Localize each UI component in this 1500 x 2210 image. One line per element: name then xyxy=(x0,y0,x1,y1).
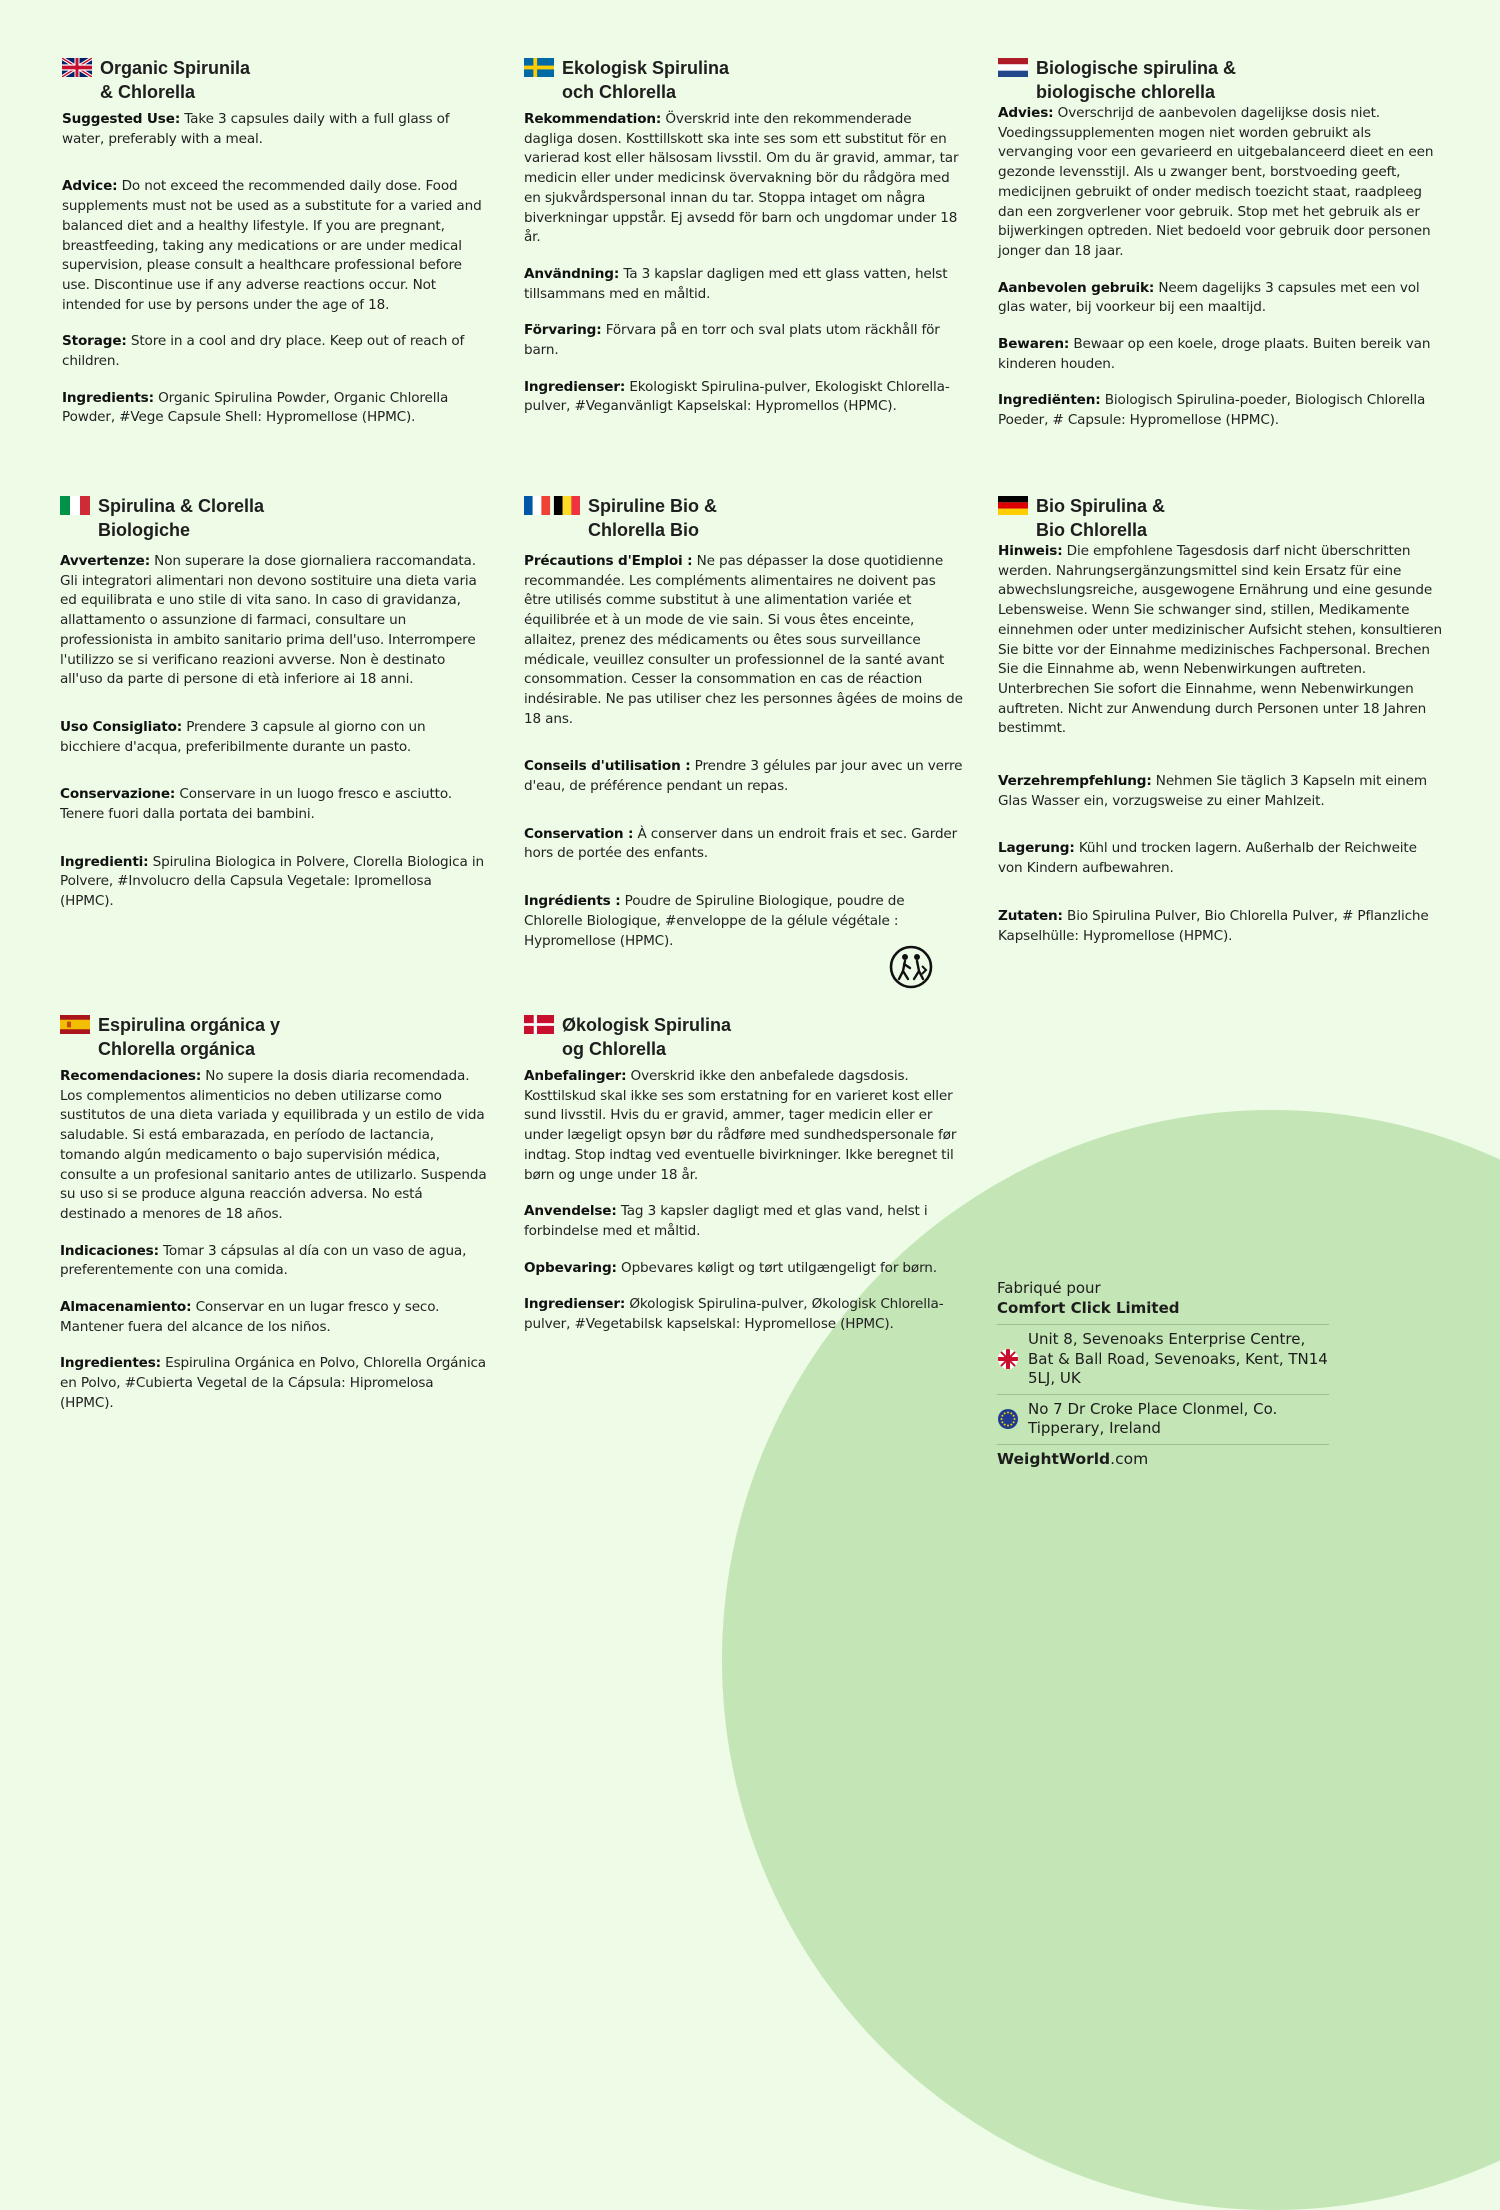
website-domain: .com xyxy=(1110,1449,1149,1468)
section-header xyxy=(60,1013,490,1061)
para-label: Storage: xyxy=(62,333,127,350)
uk-address-row xyxy=(997,1324,1329,1394)
para-label: Uso Consigliato: xyxy=(60,718,183,735)
para-text: Bio Spirulina Pulver, Bio Chlorella Pulver, # Pflanzliche Kapselhülle: Hypromellose (HPMC). xyxy=(998,907,1429,944)
title-line-2: Chlorella Bio xyxy=(588,520,700,540)
section-title xyxy=(1036,56,1236,104)
storage-paragraph xyxy=(524,1259,959,1279)
advice-paragraph xyxy=(998,542,1443,739)
title-line-2: og Chlorella xyxy=(562,1039,667,1059)
para-text: Prendre 3 gélules par jour avec un verre d'eau, de préférence pendant un repas. xyxy=(524,758,963,795)
para-text: Organic Spirulina Powder, Organic Chlorella Powder, #Vege Capsule Shell: Hypromellose (HPMC). xyxy=(62,389,449,426)
section-english xyxy=(62,56,487,428)
section-title xyxy=(562,56,729,104)
ingredients-paragraph xyxy=(60,1354,490,1413)
para-label: Opbevaring: xyxy=(524,1259,617,1276)
uk-flag-icon xyxy=(62,58,92,77)
para-text: À conserver dans un endroit frais et sec. Garder hors de portée des enfants. xyxy=(524,825,958,862)
ingredients-paragraph xyxy=(524,378,959,417)
title-line-1: Bio Spirulina & xyxy=(1036,496,1166,516)
para-text: Do not exceed the recommended daily dose. Food supplements must not be used as a substitute for a varied and balanced diet and a healthy lifestyle. If you are pregnant, breastfeeding, taking any medications or are under medical supervision, please consult a healthcare professional before use. Discontinue use if any adverse reactions occur. Not intended for use by persons under the age of 18. xyxy=(62,178,482,313)
section-header xyxy=(60,494,488,542)
section-danish xyxy=(524,1013,959,1335)
para-text: Kühl und trocken lagern. Außerhalb der Reichweite von Kindern aufbewahren. xyxy=(998,840,1417,877)
section-swedish xyxy=(524,56,959,417)
para-label: Ingrediënten: xyxy=(998,392,1101,409)
suggested-use-paragraph xyxy=(62,110,487,149)
para-label: Lagerung: xyxy=(998,840,1075,857)
ingredients-paragraph xyxy=(998,391,1443,430)
use-paragraph xyxy=(998,279,1443,318)
storage-paragraph xyxy=(998,839,1443,878)
para-text: Överskrid inte den rekommenderade dagliga dosen. Kosttillskott ska inte ses som ett substitut för en varierad kost eller hälsosam livsstil. Om du är gravid, ammar, tar medicin eller under medicinsk övervakning bör du rådgöra med en sjukvårdspersonal innan du tar. Stoppa intaget om några biverkningar uppstår. Ej avsedd för barn och ungdomar under 18 år. xyxy=(524,111,959,246)
para-label: Suggested Use: xyxy=(62,111,181,127)
section-spanish xyxy=(60,1013,490,1414)
para-label: Précautions d'Emploi : xyxy=(524,553,693,569)
para-label: Advies: xyxy=(998,105,1054,121)
para-label: Conservation : xyxy=(524,825,634,842)
para-text: Prendere 3 capsule al giorno con un bicchiere d'acqua, preferibilmente durante un pasto. xyxy=(60,718,426,755)
storage-paragraph xyxy=(524,825,964,864)
sweden-flag-icon xyxy=(524,58,554,77)
eu-address-row xyxy=(997,1394,1329,1444)
uk-address: Unit 8, Sevenoaks Enterprise Centre, Bat & Ball Road, Sevenoaks, Kent, TN14 5LJ, UK xyxy=(1028,1330,1328,1387)
section-italian xyxy=(60,494,488,912)
title-line-2: Chlorella orgánica xyxy=(98,1039,256,1059)
storage-paragraph xyxy=(998,335,1443,374)
para-label: Conservazione: xyxy=(60,786,176,803)
denmark-flag-icon xyxy=(524,1015,554,1034)
use-paragraph xyxy=(60,718,488,757)
para-text: Overschrijd de aanbevolen dagelijkse dosis niet. Voedingssupplementen mogen niet worden gebruikt als vervanging voor een gevarieerd en uitgebalanceerd dieet en een gezonde levensstijl. Als u zwanger bent, borstvoeding geeft, medicijnen gebruikt of onder medisch toezicht staat, raadpleeg dan een zorgverlener voor gebruik. Stop met het gebruik als er bijwerkingen optreden. Niet bedoeld voor gebruik door personen jonger dan 18 jaar. xyxy=(998,105,1434,259)
section-title xyxy=(98,1013,280,1061)
para-text: Biologisch Spirulina-poeder, Biologisch Chlorella Poeder, # Capsule: Hypromellose (HPMC). xyxy=(998,392,1426,429)
title-line-1: Økologisk Spirulina xyxy=(562,1015,732,1035)
section-title xyxy=(100,56,250,104)
website-link[interactable] xyxy=(997,1444,1329,1468)
para-label: Anvendelse: xyxy=(524,1203,617,1220)
para-label: Rekommendation: xyxy=(524,111,662,127)
ingredients-paragraph xyxy=(62,389,487,428)
section-header xyxy=(62,56,487,104)
title-line-1: Biologische spirulina & xyxy=(1036,58,1237,78)
advice-paragraph xyxy=(998,104,1443,262)
title-line-2: Bio Chlorella xyxy=(1036,520,1148,540)
section-title xyxy=(562,1013,731,1061)
advice-paragraph xyxy=(60,1067,490,1225)
para-label: Almacenamiento: xyxy=(60,1299,192,1316)
para-label: Avvertenze: xyxy=(60,553,150,569)
section-header xyxy=(524,494,964,542)
para-text: Conservare in un luogo fresco e asciutto. Tenere fuori dalla portata dei bambini. xyxy=(60,786,452,823)
use-paragraph xyxy=(524,757,964,796)
netherlands-flag-icon xyxy=(998,58,1028,77)
advice-paragraph xyxy=(524,552,964,729)
title-line-1: Organic Spirunila xyxy=(100,58,251,78)
ingredients-paragraph xyxy=(524,892,964,951)
ingredients-paragraph xyxy=(524,1295,959,1334)
title-line-2: och Chlorella xyxy=(562,82,677,102)
para-text: Tag 3 kapsler dagligt med et glas vand, helst i forbindelse med et måltid. xyxy=(524,1203,928,1239)
section-header xyxy=(998,56,1443,104)
advice-paragraph xyxy=(62,177,487,315)
para-label: Ingredienser: xyxy=(524,1296,626,1313)
eu-round-flag-icon xyxy=(997,1408,1019,1430)
made-for-label: Fabriqué pour xyxy=(997,1279,1101,1297)
para-text: No supere la dosis diaria recomendada. Los complementos alimenticios no deben utilizarse como sustitutos de una dieta variada y equilibrada y un estilo de vida saludable. Si está embarazada, en período de lactancia, tomando algún medicamento o bajo supervisión médica, consulte a un profesional sanitario antes de utilizarlo. Suspenda su uso si se produce alguna reacción adversa. No está destinado a menores de 18 años. xyxy=(60,1068,487,1222)
para-text: Die empfohlene Tagesdosis darf nicht überschritten werden. Nahrungsergänzungsmittel sind kein Ersatz für eine abwechslungsreiche, ausgewogene Ernährung und eine gesunde Lebensweise. Wenn Sie schwanger sind, stillen, Medikamente einnehmen oder unter medizinischer Aufsicht stehen, konsultieren Sie bitte vor der Einnahme medizinisches Fachpersonal. Brechen Sie die Einnahme ab, wenn Nebenwirkungen auftreten. Unterbrechen Sie sofort die Einnahme, wenn Nebenwirkungen auftreten. Nicht zur Anwendung durch Personen unter 18 Jahren bestimmt. xyxy=(998,543,1442,737)
section-french xyxy=(524,494,964,951)
uk-round-flag-icon xyxy=(997,1348,1019,1370)
title-line-2: & Chlorella xyxy=(100,82,196,102)
storage-paragraph xyxy=(60,1298,490,1337)
para-text: Bewaar op een koele, droge plaats. Buiten bereik van kinderen houden. xyxy=(998,336,1431,372)
para-label: Förvaring: xyxy=(524,322,602,339)
para-text: Spirulina Biologica in Polvere, Clorella Biologica in Polvere, #Involucro della Capsula Vegetale: Ipromellosa (HPMC). xyxy=(60,853,484,910)
website-name: WeightWorld xyxy=(997,1449,1111,1468)
france-belgium-flags-icon xyxy=(524,496,580,515)
company-name: Comfort Click Limited xyxy=(997,1299,1180,1317)
para-label: Advice: xyxy=(62,178,118,195)
para-label: Indicaciones: xyxy=(60,1242,159,1259)
advice-paragraph xyxy=(524,1067,959,1185)
para-label: Ingredienser: xyxy=(524,378,626,395)
advice-paragraph xyxy=(60,552,488,690)
para-text: Ne pas dépasser la dose quotidienne recommandée. Les compléments alimentaires ne doivent pas être utilisés comme substitut à une alimentation variée et équilibrée et à un mode de vie sain. Si vous êtes enceinte, allaitez, prenez des médicaments ou êtes sous surveillance médicale, veuillez consulter un professionnel de la santé avant consommation. Cesser la consommation en cas de réaction indésirable. Ne pas utiliser chez les personnes âgées de moins de 18 ans. xyxy=(524,553,963,727)
para-text: Conservar en un lugar fresco y seco. Mantener fuera del alcance de los niños. xyxy=(60,1299,440,1335)
title-line-1: Espirulina orgánica y xyxy=(98,1015,281,1035)
eu-address: No 7 Dr Croke Place Clonmel, Co. Tipperary, Ireland xyxy=(1028,1399,1278,1437)
germany-flag-icon xyxy=(998,496,1028,515)
ingredients-paragraph xyxy=(60,853,488,912)
para-label: Aanbevolen gebruik: xyxy=(998,279,1155,296)
title-line-2: Biologiche xyxy=(98,520,191,540)
para-label: Ingredientes: xyxy=(60,1355,161,1372)
para-text: Neem dagelijks 3 capsules met een vol glas water, bij voorkeur bij een maaltijd. xyxy=(998,279,1420,316)
para-label: Ingrédients : xyxy=(524,893,621,910)
para-text: Ekologiskt Spirulina-pulver, Ekologiskt Chlorella-pulver, #Veganvänligt Kapselskal: Hypromellos (HPMC). xyxy=(524,378,950,415)
para-label: Användning: xyxy=(524,265,620,282)
section-title xyxy=(1036,494,1165,542)
title-line-1: Spirulina & Clorella xyxy=(98,496,265,516)
title-line-1: Spiruline Bio & xyxy=(588,496,718,516)
use-paragraph xyxy=(998,772,1443,811)
storage-paragraph xyxy=(60,785,488,824)
section-header xyxy=(524,1013,959,1061)
para-text: Förvara på en torr och sval plats utom räckhåll för barn. xyxy=(524,322,940,359)
italy-flag-icon xyxy=(60,496,90,515)
section-title xyxy=(98,494,264,542)
para-label: Zutaten: xyxy=(998,907,1063,924)
title-line-2: biologische chlorella xyxy=(1036,82,1216,102)
storage-paragraph xyxy=(524,321,959,360)
para-text: Ta 3 kapslar dagligen med ett glass vatten, helst tillsammans med en måltid. xyxy=(524,265,948,302)
para-label: Bewaren: xyxy=(998,336,1070,353)
use-paragraph xyxy=(60,1242,490,1281)
section-header xyxy=(998,494,1443,542)
para-text: Poudre de Spiruline Biologique, poudre de Chlorelle Biologique, #enveloppe de la gélule végétale : Hypromellose (HPMC). xyxy=(524,893,905,949)
para-label: Ingredients: xyxy=(62,389,154,406)
title-line-1: Ekologisk Spirulina xyxy=(562,58,730,78)
triman-recycling-icon xyxy=(888,944,934,990)
para-text: Take 3 capsules daily with a full glass of water, preferably with a meal. xyxy=(62,111,450,147)
storage-paragraph xyxy=(62,332,487,371)
para-label: Hinweis: xyxy=(998,543,1063,559)
section-title xyxy=(588,494,717,542)
para-text: Overskrid ikke den anbefalede dagsdosis. Kosttilskud skal ikke ses som erstatning for en varieret kost eller sund livsstil. Hvis du er gravid, ammer, tager medicin eller er under lægeligt opsyn bør du rådføre med sundhedspersonale før indtag. Stop indtag ved eventuelle bivirkninger. Ikke beregnet til børn og unge under 18 år. xyxy=(524,1068,957,1183)
para-text: Store in a cool and dry place. Keep out of reach of children. xyxy=(62,333,465,370)
section-dutch xyxy=(998,56,1443,431)
para-text: Tomar 3 cápsulas al día con un vaso de agua, preferentemente con una comida. xyxy=(60,1242,467,1279)
para-text: Økologisk Spirulina-pulver, Økologisk Chlorella-pulver, #Vegetabilsk kapselskal: Hypromellose (HPMC). xyxy=(524,1296,944,1333)
para-text: Non superare la dose giornaliera raccomandata. Gli integratori alimentari non devono sostituire una dieta varia ed equilibrata e uno stile di vita sano. In caso di gravidanza, allattamento o assunzione di farmaci, consultare un professionista in ambito sanitario prima dell'uso. Interrompere l'utilizzo se si verificano reazioni avverse. Non è destinato all'uso da parte di persone di età inferiore ai 18 anni. xyxy=(60,553,477,688)
para-label: Anbefalinger: xyxy=(524,1068,627,1084)
para-text: Nehmen Sie täglich 3 Kapseln mit einem Glas Wasser ein, vorzugsweise zu einer Mahlzeit. xyxy=(998,773,1427,809)
para-label: Ingredienti: xyxy=(60,853,149,870)
section-german xyxy=(998,494,1443,946)
para-label: Recomendaciones: xyxy=(60,1068,202,1084)
spain-flag-icon xyxy=(60,1015,90,1034)
ingredients-paragraph xyxy=(998,907,1443,946)
para-label: Verzehrempfehlung: xyxy=(998,773,1152,790)
para-text: Espirulina Orgánica en Polvo, Chlorella Orgánica en Polvo, #Cubierta Vegetal de la Cápsula: Hipromelosa (HPMC). xyxy=(60,1355,486,1411)
use-paragraph xyxy=(524,1202,959,1241)
use-paragraph xyxy=(524,265,959,304)
manufacturer-block xyxy=(997,1279,1329,1468)
section-header xyxy=(524,56,959,104)
advice-paragraph xyxy=(524,110,959,248)
para-label: Conseils d'utilisation : xyxy=(524,758,691,775)
para-text: Opbevares køligt og tørt utilgængeligt for børn. xyxy=(616,1259,937,1276)
